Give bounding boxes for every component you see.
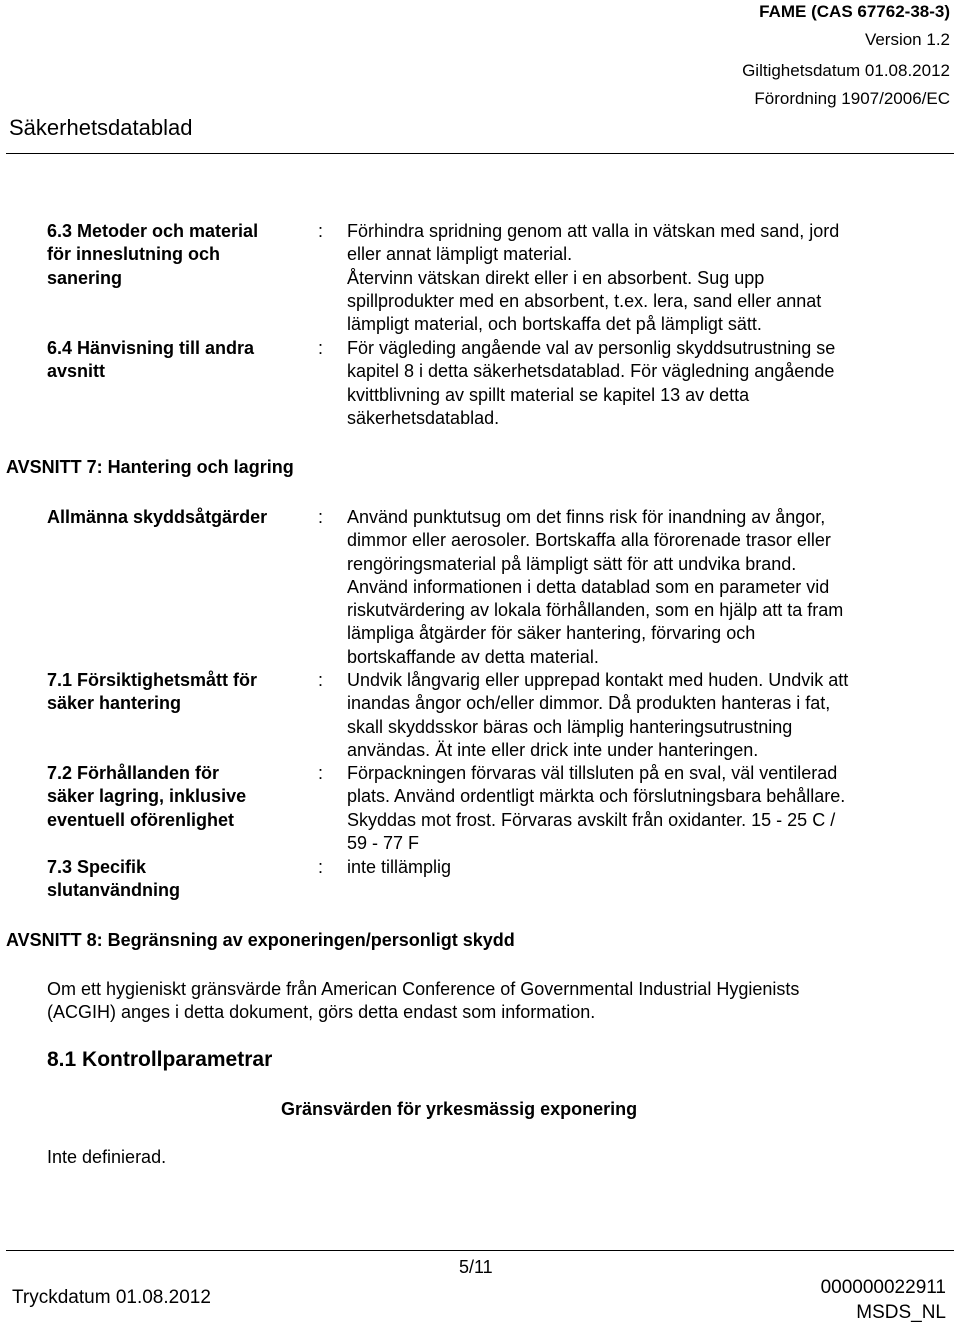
- sec7-7-1-value: Undvik långvarig eller upprepad kontakt med huden. Undvik att inandas ångor och/eller dimmor. Då produkten hanteras i fat, skall skyddsskor bäras och lämplig hanteringsutrustning användas. Ät inte eller drick inte under hanteringen.: [347, 670, 849, 760]
- document-code: MSDS_NL: [856, 1302, 946, 1323]
- validity-date: Giltighetsdatum 01.08.2012: [742, 61, 950, 80]
- colon: :: [318, 763, 324, 783]
- sec6-6-3-value: Förhindra spridning genom att valla in vätskan med sand, jord eller annat lämpligt material. Återvinn vätskan direkt eller i en absorbent. Sug upp spillprodukter med en absorbent, t.ex. lera, sand eller annat lämpligt material, och bortskaffa det på lämpligt sätt.: [347, 221, 840, 335]
- sec7-7-2-label: 7.2 Förhållanden för säker lagring, inklusive eventuell oförenlighet: [47, 763, 247, 830]
- sec7-7-2-value: Förpackningen förvaras väl tillsluten på en sval, väl ventilerad plats. Använd ordentligt märkta och förslutningsbara behållare. Skyddas mot frost. Förvaras avskilt från oxidanter. 15 - 25 C / 59 - 77 F: [347, 763, 846, 853]
- page-number: 5/11: [459, 1257, 493, 1277]
- sec7-7-3-value: inte tillämplig: [347, 857, 452, 877]
- sec7-general-value: Använd punktutsug om det finns risk för inandning av ångor, dimmor eller aerosoler. Bortskaffa alla förorenade trasor eller rengöringsmaterial på lämpligt sätt för att undvika brand. Använd informationen i detta datablad som en parameter vid riskutvärdering av lokala förhållanden, som en hjälp att ta fram lämpliga åtgärder för säker hantering, förvaring och bortskaffande av detta material.: [347, 507, 844, 667]
- sec6-6-4-label: 6.4 Hänvisning till andra avsnitt: [47, 338, 255, 382]
- footer-divider: [6, 1250, 954, 1251]
- sec8-intro: Om ett hygieniskt gränsvärde från American Conference of Governmental Industrial Hygienists (ACGIH) anges i detta dokument, görs detta endast som information.: [47, 979, 800, 1023]
- header-divider: [6, 153, 954, 154]
- section-8-title: AVSNITT 8: Begränsning av exponeringen/personligt skydd: [6, 930, 515, 950]
- sec7-7-3-label: 7.3 Specifik slutanvändning: [47, 857, 181, 901]
- sec6-6-3-label: 6.3 Metoder och material för inneslutning och sanering: [47, 221, 259, 288]
- colon: :: [318, 670, 324, 690]
- colon: :: [318, 338, 324, 358]
- colon: :: [318, 507, 324, 527]
- sec7-7-1-label: 7.1 Försiktighetsmått för säker hantering: [47, 670, 258, 714]
- section-7-title: AVSNITT 7: Hantering och lagring: [6, 457, 294, 477]
- sec7-general-label: Allmänna skyddsåtgärder: [47, 507, 268, 527]
- version-text: Version 1.2: [864, 30, 950, 49]
- document-number: 000000022911: [820, 1277, 946, 1298]
- colon: :: [318, 221, 324, 241]
- regulation-text: Förordning 1907/2006/EC: [754, 89, 950, 108]
- sec8-1-title: 8.1 Kontrollparametrar: [47, 1048, 273, 1071]
- sec6-6-4-value: För vägleding angående val av personlig skyddsutrustning se kapitel 8 i detta säkerhetsdatablad. För vägledning angående kvittblivning av spillt material se kapitel 13 av detta säkerhetsdatablad.: [347, 338, 836, 428]
- print-date: Tryckdatum 01.08.2012: [12, 1287, 211, 1308]
- not-defined-text: Inte definierad.: [47, 1147, 167, 1167]
- exposure-limits-title: Gränsvärden för yrkesmässig exponering: [281, 1099, 638, 1119]
- document-title: Säkerhetsdatablad: [9, 115, 193, 140]
- product-name: FAME (CAS 67762-38-3): [759, 2, 950, 21]
- colon: :: [318, 857, 324, 877]
